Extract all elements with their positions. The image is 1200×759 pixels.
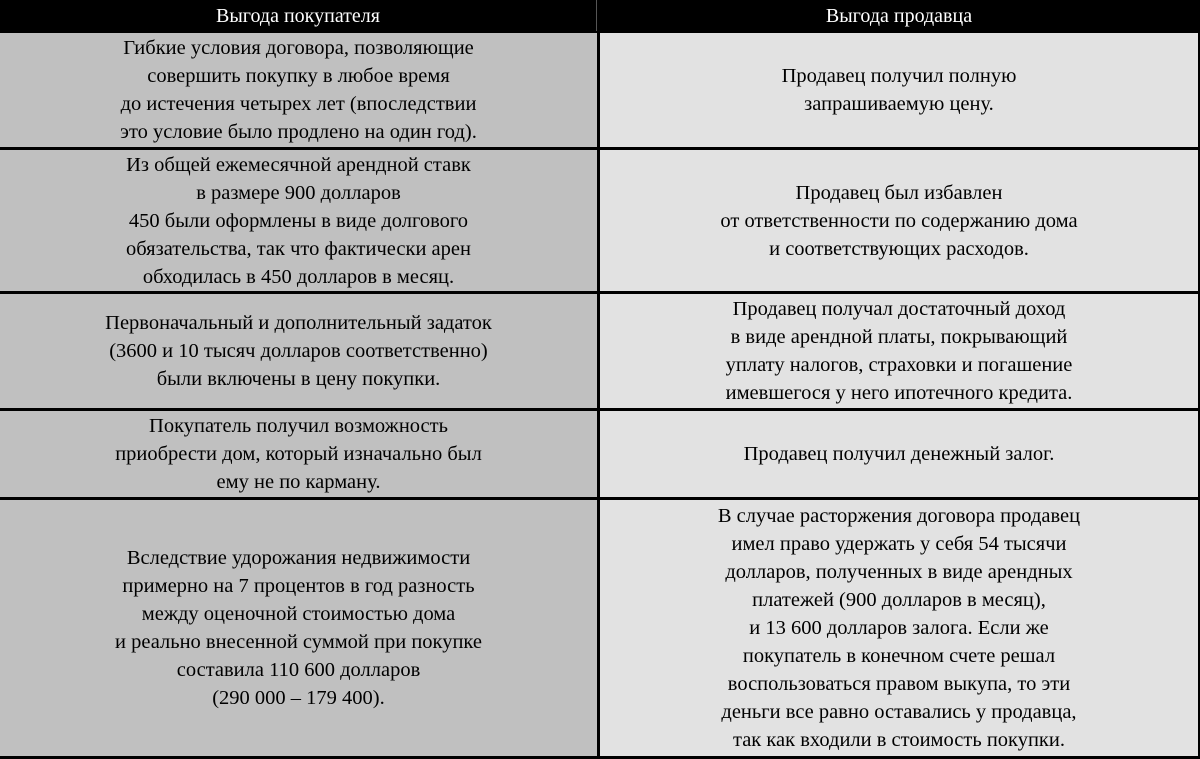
seller-cell — [600, 150, 1198, 291]
table-header-row — [0, 0, 1200, 31]
table-row — [0, 294, 1200, 408]
header-buyer-benefit — [0, 0, 597, 31]
header-seller-benefit — [600, 0, 1198, 31]
seller-text: Продавец был избавлен от ответственности по содержанию дома и соответствующих расходов. — [720, 181, 1078, 260]
buyer-cell — [0, 33, 597, 147]
buyer-text: Гибкие условия договора, позволяющие совершить покупку в любое время до истечения четырех лет (впоследствии это условие было продлено на один год). — [120, 37, 477, 143]
seller-text: Продавец получил денежный залог. — [743, 443, 1055, 465]
buyer-text: Вследствие удорожания недвижимости примерно на 7 процентов в год разность между оценочной стоимостью дома и реально внесенной суммой при покупке составила 110 600 долларов (290 000 – 179 400). — [115, 547, 482, 709]
header-seller-label: Выгода продавца — [825, 4, 973, 27]
buyer-cell — [0, 500, 597, 756]
table-row — [0, 33, 1200, 147]
buyer-cell — [0, 150, 597, 291]
seller-cell — [600, 294, 1198, 408]
seller-cell — [600, 411, 1198, 497]
buyer-text: Первоначальный и дополнительный задаток (3600 и 10 тысяч долларов соответственно) были включены в цену покупки. — [105, 312, 492, 390]
seller-text: Продавец получил полную запрашиваемую цену. — [781, 65, 1017, 115]
table-row — [0, 411, 1200, 497]
seller-cell — [600, 500, 1198, 756]
buyer-cell — [0, 411, 597, 497]
table-row — [0, 500, 1200, 756]
seller-text: В случае расторжения договора продавец имел право удержать у себя 54 тысячи долларов, полученных в виде арендных платежей (900 долларов в месяц), и 13 600 долларов залога. Если же покупатель в конечном счете решал воспользоваться правом выкупа, то эти деньги все равно оставались у продавца, так как входили в стоимость покупки. — [717, 505, 1081, 751]
table-row — [0, 150, 1200, 291]
header-buyer-label: Выгода покупателя — [216, 4, 380, 27]
seller-cell — [600, 33, 1198, 147]
buyer-text: Покупатель получил возможность приобрести дом, который изначально был ему не по карману. — [115, 415, 482, 493]
seller-text: Продавец получал достаточный доход в виде арендной платы, покрывающий уплату налогов, страховки и погашение имевшегося у него ипотечного кредита. — [725, 298, 1073, 404]
buyer-cell — [0, 294, 597, 408]
buyer-text: Из общей ежемесячной арендной ставк в размере 900 долларов 450 были оформлены в виде долгового обязательства, так что фактически арен обходилась в 450 долларов в месяц. — [126, 153, 471, 288]
